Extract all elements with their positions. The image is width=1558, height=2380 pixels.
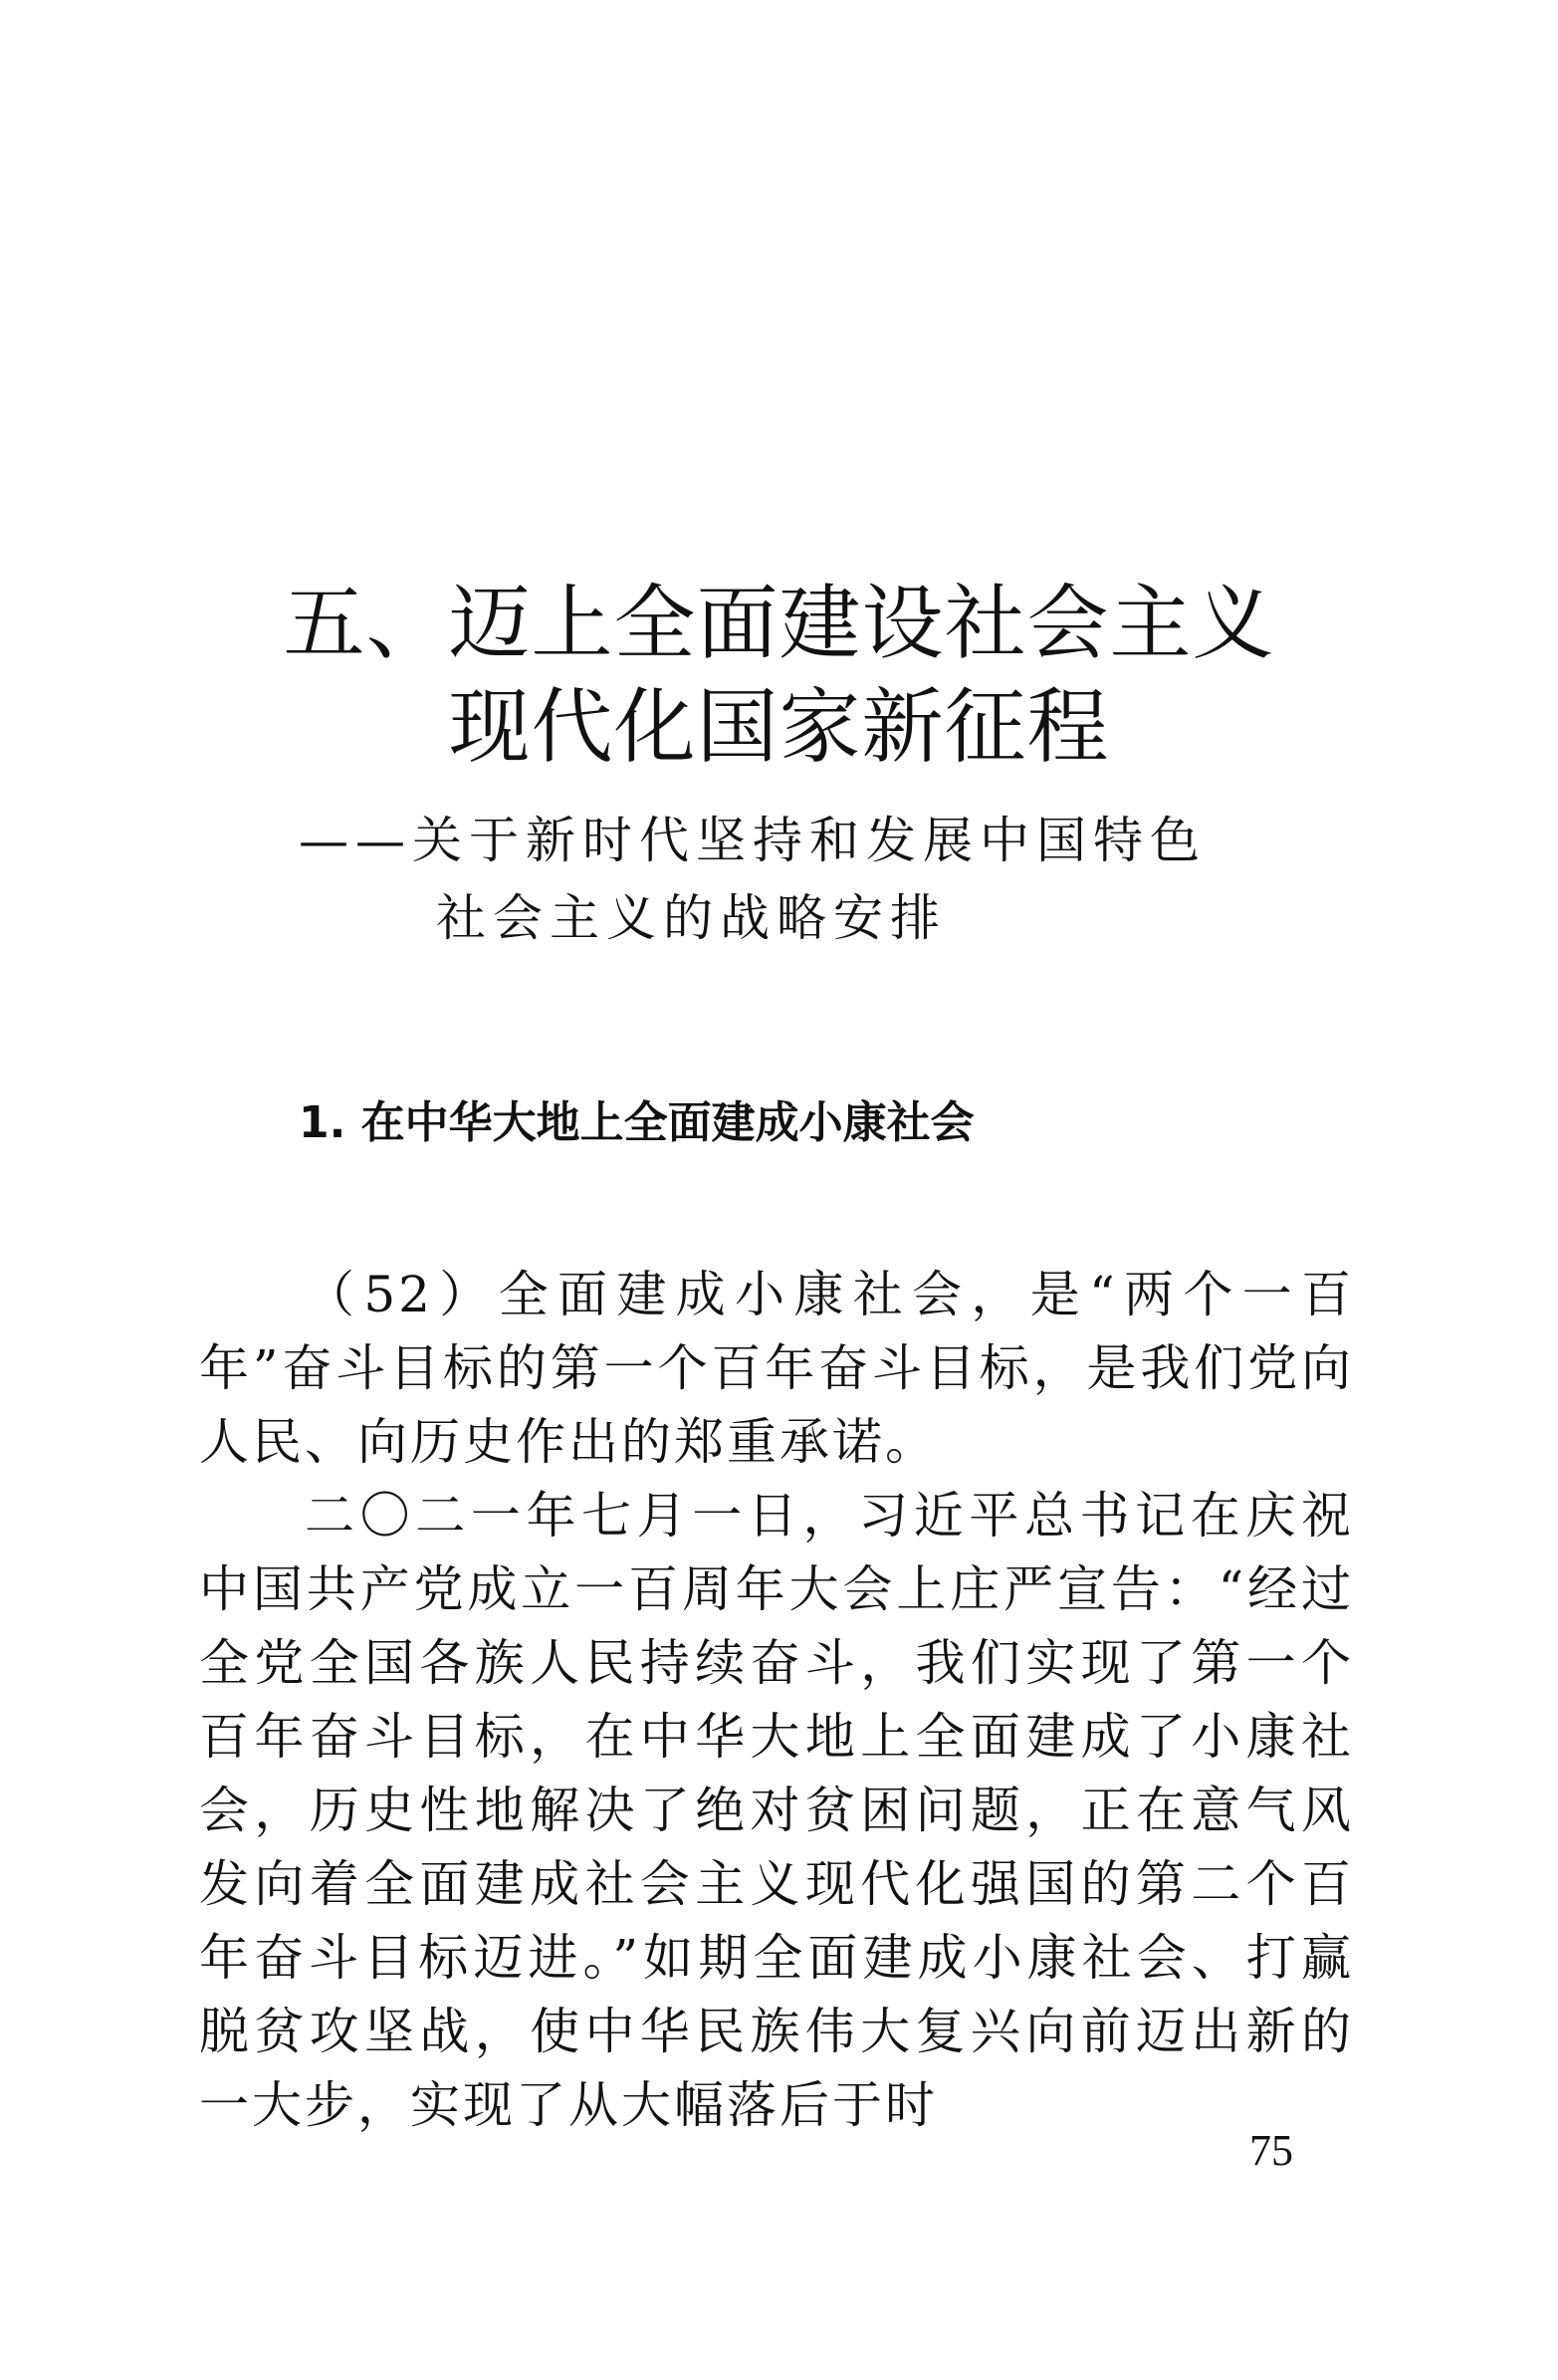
subtitle-line-1: ——关于新时代坚持和发展中国特色 [299, 812, 1207, 869]
paragraph-1: （52）全面建成小康社会，是“两个一百年”奋斗目标的第一个百年奋斗目标，是我们党向人民、向历史作出的郑重承诺。 [199, 1266, 1354, 1471]
paragraph-2: 二〇二一年七月一日，习近平总书记在庆祝中国共产党成立一百周年大会上庄严宣告：“经过全党全国各族人民持续奋斗，我们实现了第一个百年奋斗目标，在中华大地上全面建成了小康社会，历史性地解决了绝对贫困问题，正在意气风发向着全面建成社会主义现代化强国的第二个百年奋斗目标迈进。”如期全面建成小康社会、打赢脱贫攻坚战，使中华民族伟大复兴向前迈出新的一大步，实现了从大幅落后于时 [199, 1487, 1354, 2134]
chapter-title-line-2: 现代化国家新征程 [448, 680, 1110, 775]
chapter-subtitle [299, 802, 1207, 957]
section-heading: 1. 在中华大地上全面建成小康社会 [299, 1097, 975, 1148]
chapter-title [199, 573, 1359, 780]
page-number: 75 [1249, 2126, 1293, 2175]
subtitle-line-2: 社会主义的战略安排 [436, 889, 947, 947]
chapter-title-line-1: 五、迈上全面建设社会主义 [283, 577, 1275, 671]
body-text [199, 1258, 1354, 2142]
